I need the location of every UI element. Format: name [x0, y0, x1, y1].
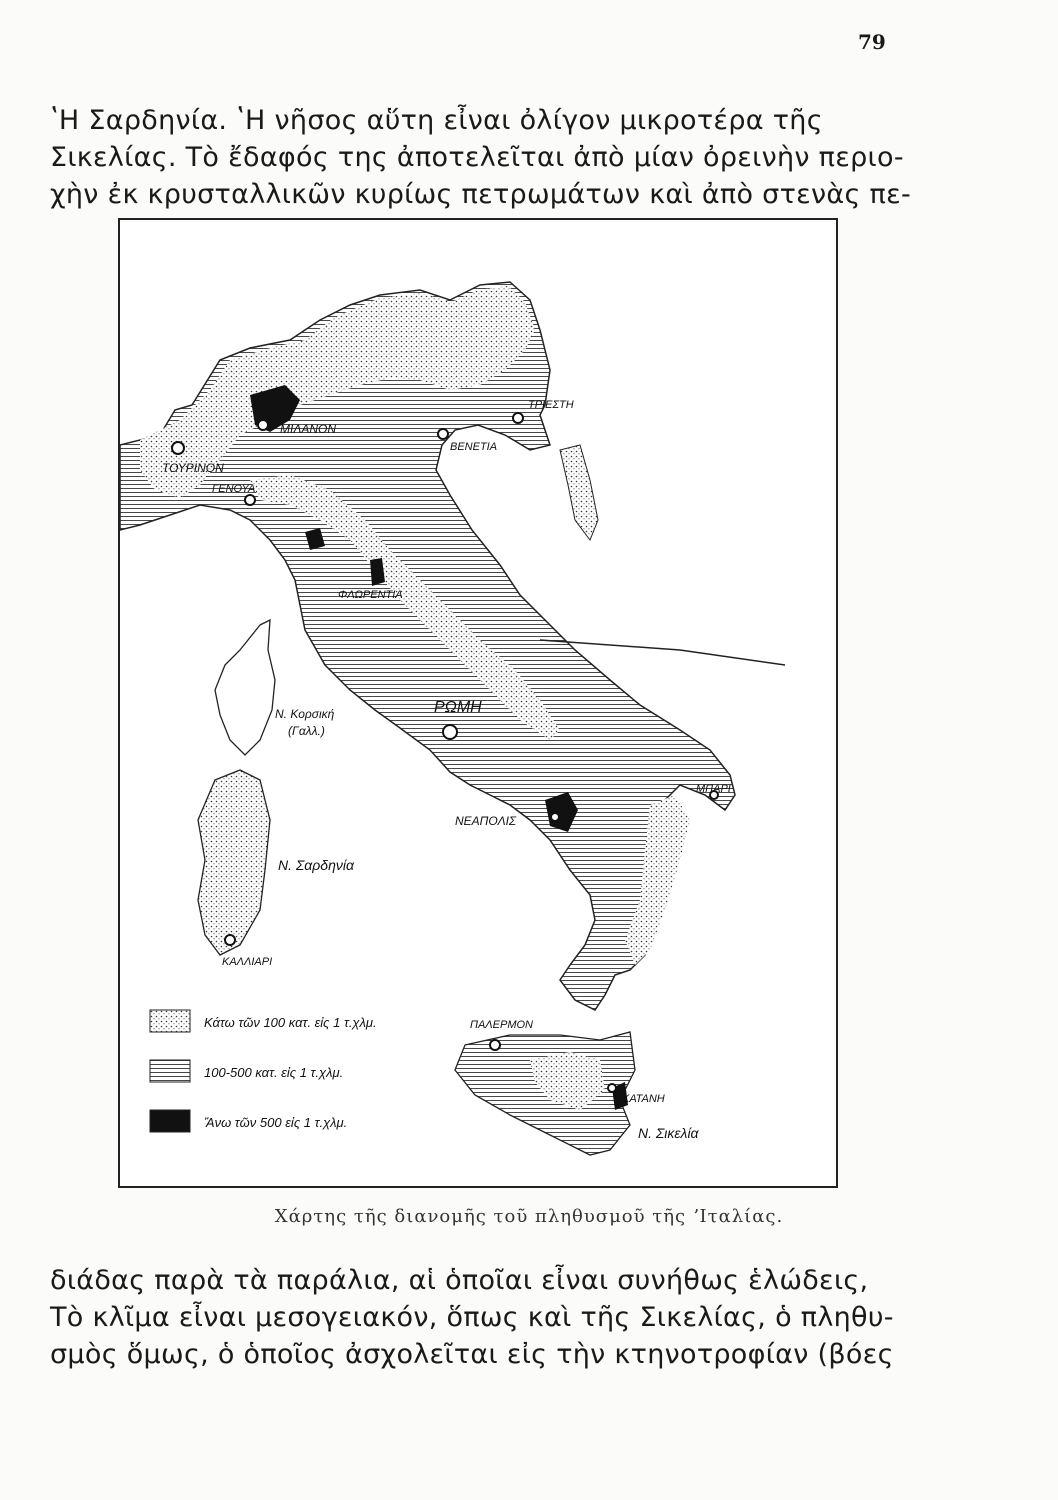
paragraph-line: σμὸς ὅμως, ὁ ὁποῖος ἀσχολεῖται εἰς τὴν κτηνοτροφίαν (βόες — [50, 1339, 894, 1370]
rome-marker — [443, 725, 457, 739]
top-paragraph — [50, 102, 912, 213]
city-label: ΜΙΛΑΝΟΝ — [280, 422, 337, 436]
city-label: ΜΠΑΡΙ — [696, 783, 731, 795]
bottom-paragraph — [50, 1262, 900, 1373]
city-label: ΓΕΝΟΥΑ — [212, 483, 256, 495]
legend-label: 100-500 κατ. εἰς 1 τ.χλμ. — [204, 1065, 344, 1080]
map-caption: Χάρτης τῆς διανομῆς τοῦ πληθυσμοῦ τῆς ʼΙταλίας. — [274, 1206, 784, 1227]
italy-population-map — [118, 218, 838, 1188]
paragraph-line: Σικελίας. Τὸ ἔδαφός της ἀποτελεῖται ἀπὸ μίαν ὀρεινὴν περιο- — [50, 142, 904, 173]
city-label: ΚΑΤΑΝΗ — [622, 1093, 665, 1105]
turin-marker — [172, 442, 184, 454]
paragraph-line: Τὸ κλῖμα εἶναι μεσογειακόν, ὅπως καὶ τῆς Σικελίας, ὁ πληθυ- — [50, 1302, 894, 1333]
paragraph-line: ʽΗ Σαρδηνία. ʽΗ νῆσος αὕτη εἶναι ὀλίγον μικροτέρα τῆς — [50, 105, 823, 136]
city-label: ΠΑΛΕΡΜΟΝ — [470, 1019, 533, 1031]
sardinia-label: Ν. Σαρδηνία — [278, 857, 354, 873]
city-label: ΤΡΙΕΣΤΗ — [528, 399, 574, 411]
trieste-marker — [513, 413, 523, 423]
sicily-label: Ν. Σικελία — [638, 1125, 699, 1141]
city-label: ΒΕΝΕΤΙΑ — [450, 441, 498, 453]
map-legend — [150, 1010, 377, 1132]
sardinia-island — [198, 770, 270, 955]
venice-marker — [438, 429, 448, 439]
paragraph-line: χὴν ἐκ κρυσταλλικῶν κυρίως πετρωμάτων καὶ ἀπὸ στενὰς πε- — [50, 179, 912, 210]
catania-marker — [608, 1084, 616, 1092]
corsica-island — [215, 620, 275, 755]
legend-swatch-lines — [150, 1060, 190, 1082]
legend-swatch-black — [150, 1110, 190, 1132]
city-label: ΡΩΜΗ — [434, 699, 482, 716]
page-number: 79 — [858, 30, 886, 54]
palermo-marker — [490, 1040, 500, 1050]
legend-swatch-dots — [150, 1010, 190, 1032]
corsica-label: Ν. Κορσική — [275, 707, 335, 721]
legend-label: Κάτω τῶν 100 κατ. εἰς 1 τ.χλμ. — [204, 1015, 377, 1030]
genoa-marker — [245, 495, 255, 505]
city-label: ΝΕΑΠΟΛΙΣ — [455, 814, 517, 828]
legend-label: Ἄνω τῶν 500 εἰς 1 τ.χλμ. — [204, 1115, 348, 1130]
city-label: ΦΛΩΡΕΝΤΙΑ — [338, 589, 403, 601]
milan-marker — [258, 420, 268, 430]
adriatic-islands — [560, 445, 598, 540]
city-label: ΤΟΥΡΙΝΟΝ — [162, 461, 224, 475]
cagliari-marker — [225, 935, 235, 945]
corsica-note: (Γαλλ.) — [288, 724, 325, 738]
map-graphic — [120, 220, 836, 1186]
naples-marker — [551, 813, 559, 821]
city-label: ΚΑΛΛΙΑΡΙ — [222, 956, 273, 968]
paragraph-line: διάδας παρὰ τὰ παράλια, αἱ ὁποῖαι εἶναι συνήθως ἑλώδεις, — [50, 1265, 869, 1296]
